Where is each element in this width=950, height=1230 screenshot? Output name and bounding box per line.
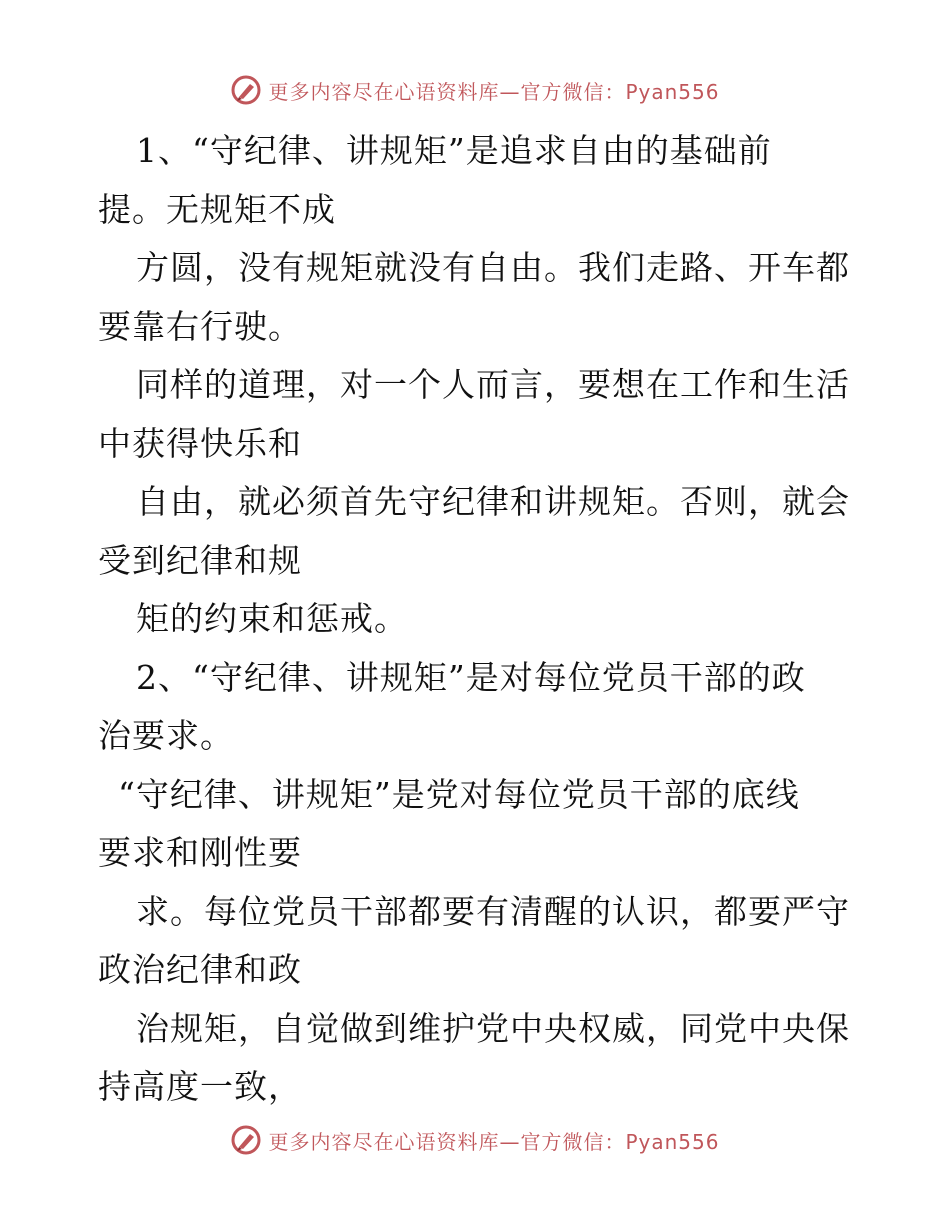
text-line: 受到纪律和规: [98, 540, 302, 580]
text-line: 政治纪律和政: [98, 950, 302, 989]
pen-logo-icon: [230, 1124, 262, 1156]
text-line: 要靠右行驶。: [98, 306, 302, 346]
text-line: 矩的约束和惩戒。: [136, 599, 408, 638]
text-line: 1、“守纪律、讲规矩”是追求自由的基础前: [136, 131, 772, 170]
text-line: 持高度一致，: [98, 1067, 302, 1106]
document-body: [98, 122, 858, 1117]
footer-text: 更多内容尽在心语资料库—官方微信：Pyan556: [268, 1129, 720, 1154]
text-line: 要求和刚性要: [98, 833, 302, 872]
text-line: 方圆，没有规矩就没有自由。我们走路、开车都: [136, 248, 850, 287]
text-line: 治要求。: [98, 716, 234, 755]
pen-logo-icon: [230, 74, 262, 106]
footer-banner: [0, 1120, 950, 1160]
text-line: 中获得快乐和: [98, 423, 302, 463]
text-line: 提。无规矩不成: [98, 189, 336, 229]
text-line: 治规矩，自觉做到维护党中央权威，同党中央保: [136, 1008, 850, 1048]
text-line: 自由，就必须首先守纪律和讲规矩。否则，就会: [136, 482, 850, 521]
header-text: 更多内容尽在心语资料库—官方微信：Pyan556: [268, 79, 720, 104]
text-line: 2、“守纪律、讲规矩”是对每位党员干部的政: [136, 657, 806, 697]
text-line: “守纪律、讲规矩”是党对每位党员干部的底线: [118, 774, 800, 814]
text-line: 求。每位党员干部都要有清醒的认识，都要严守: [136, 891, 850, 931]
text-line: 同样的道理，对一个人而言，要想在工作和生活: [136, 365, 850, 404]
header-banner: [0, 70, 950, 110]
